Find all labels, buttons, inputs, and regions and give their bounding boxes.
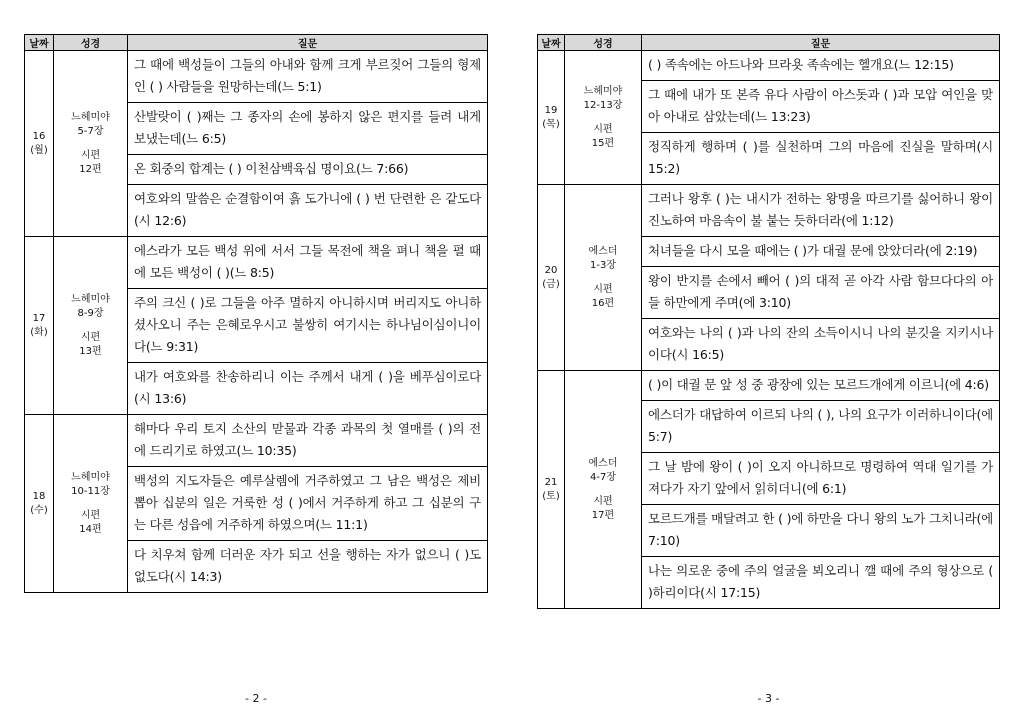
book-name: 느헤미야 (71, 111, 110, 123)
psalm-label: 시편 (80, 149, 101, 161)
psalm-label: 시편 (593, 283, 613, 295)
header-date: 날짜 (25, 35, 54, 51)
bible-cell (54, 237, 128, 415)
day-number: 19 (544, 104, 558, 116)
bible-cell (54, 51, 128, 237)
weekday: (화) (30, 326, 48, 338)
question-cell: 그 때에 백성들이 그들의 아내와 함께 크게 부르짖어 그들의 형제인 ( ) 사람들을 원망하는데(느 5:1) (128, 51, 488, 103)
table-row (25, 415, 488, 467)
date-cell (538, 371, 565, 609)
bible-cell (565, 185, 642, 371)
table-header-row (538, 35, 1000, 51)
chapters: 1-3장 (590, 259, 616, 271)
date-cell (25, 415, 54, 593)
quiz-table-page-2 (24, 34, 488, 593)
table-row (538, 51, 1000, 81)
question-cell: 정직하게 행하며 ( )를 실천하며 그의 마음에 진실을 말하며(시 15:2) (642, 133, 1000, 185)
bible-cell (565, 371, 642, 609)
psalm-label: 시편 (593, 123, 613, 135)
question-cell: 다 치우쳐 함께 더러운 자가 되고 선을 행하는 자가 없으니 ( )도 없도다(시 14:3) (128, 541, 488, 593)
bible-cell (565, 51, 642, 185)
table-row (25, 51, 488, 103)
day-number: 20 (544, 264, 558, 276)
question-cell: 그러나 왕후 ( )는 내시가 전하는 왕명을 따르기를 싫어하니 왕이 진노하여 마음속이 불 붙는 듯하더라(에 1:12) (642, 185, 1000, 237)
page-number: - 3 - (757, 692, 780, 705)
weekday: (토) (542, 490, 560, 502)
header-question: 질문 (642, 35, 1000, 51)
table-row (538, 185, 1000, 237)
psalm-label: 시편 (80, 331, 101, 343)
date-cell (538, 51, 565, 185)
question-cell: 모르드개를 매달려고 한 ( )에 하만을 다니 왕의 노가 그치니라(에 7:10) (642, 505, 1000, 557)
chapters: 5-7장 (77, 125, 104, 137)
question-cell: 백성의 지도자들은 예루살렘에 거주하였고 그 남은 백성은 제비 뽑아 십분의 일은 거룩한 성 ( )에서 거주하게 하고 그 십분의 구는 다른 성읍에 거주하게 하였으며(느 11:1) (128, 467, 488, 541)
page-number: - 2 - (245, 692, 267, 705)
weekday: (수) (30, 504, 48, 516)
day-number: 18 (32, 490, 46, 502)
chapters: 10-11장 (71, 485, 110, 497)
chapters: 12-13장 (583, 99, 623, 111)
date-cell (25, 51, 54, 237)
weekday: (목) (542, 118, 560, 130)
book-name: 느헤미야 (71, 471, 110, 483)
weekday: (금) (542, 278, 560, 290)
day-number: 16 (32, 130, 46, 142)
chapters: 4-7장 (590, 471, 616, 483)
header-date: 날짜 (538, 35, 565, 51)
question-cell: 산발랏이 ( )째는 그 종자의 손에 봉하지 않은 편지를 들려 내게 보냈는데(느 6:5) (128, 103, 488, 155)
day-number: 17 (32, 312, 46, 324)
weekday: (월) (30, 144, 48, 156)
book-name: 에스더 (588, 245, 618, 257)
bible-cell (54, 415, 128, 593)
page-3 (537, 34, 1000, 609)
date-cell (25, 237, 54, 415)
question-cell: 여호와의 말씀은 순결함이여 흙 도가니에 ( ) 번 단련한 은 같도다(시 12:6) (128, 185, 488, 237)
question-cell: ( )이 대궐 문 앞 성 중 광장에 있는 모르드개에게 이르니(에 4:6) (642, 371, 1000, 401)
table-row (25, 237, 488, 289)
psalm-number: 15편 (591, 137, 615, 149)
question-cell: 내가 여호와를 찬송하리니 이는 주께서 내게 ( )을 베푸심이로다(시 13:6) (128, 363, 488, 415)
day-number: 21 (544, 476, 558, 488)
quiz-table-page-3 (537, 34, 1000, 609)
question-cell: 에스라가 모든 백성 위에 서서 그들 목전에 책을 펴니 책을 펼 때에 모든 백성이 ( )(느 8:5) (128, 237, 488, 289)
psalm-label: 시편 (593, 495, 613, 507)
book-name: 느헤미야 (583, 85, 623, 97)
psalm-number: 16편 (591, 297, 615, 309)
question-cell: 그 때에 내가 또 본즉 유다 사람이 아스돗과 ( )과 모압 여인을 맞아 아내로 삼았는데(느 13:23) (642, 81, 1000, 133)
question-cell: 온 회중의 합계는 ( ) 이천삼백육십 명이요(느 7:66) (128, 155, 488, 185)
question-cell: 나는 의로운 중에 주의 얼굴을 뵈오리니 깰 때에 주의 형상으로 ( )하리이다(시 17:15) (642, 557, 1000, 609)
question-cell: 여호와는 나의 ( )과 나의 잔의 소득이시니 나의 분깃을 지키시나이다(시 16:5) (642, 319, 1000, 371)
table-header-row (25, 35, 488, 51)
psalm-number: 17편 (591, 509, 615, 521)
header-bible: 성경 (54, 35, 128, 51)
question-cell: 처녀들을 다시 모을 때에는 ( )가 대궐 문에 앉았더라(에 2:19) (642, 237, 1000, 267)
page-2 (24, 34, 488, 593)
psalm-number: 14편 (79, 523, 102, 535)
book-name: 느헤미야 (71, 293, 110, 305)
question-cell: 주의 크신 ( )로 그들을 아주 멸하지 아니하시며 버리지도 아니하셨사오니 주는 은혜로우시고 불쌍히 여기시는 하나님이심이니이다(느 9:31) (128, 289, 488, 363)
book-name: 에스더 (588, 457, 618, 469)
table-row (538, 371, 1000, 401)
psalm-label: 시편 (80, 509, 101, 521)
date-cell (538, 185, 565, 371)
psalm-number: 13편 (79, 345, 102, 357)
psalm-number: 12편 (79, 163, 102, 175)
header-bible: 성경 (565, 35, 642, 51)
header-question: 질문 (128, 35, 488, 51)
chapters: 8-9장 (77, 307, 104, 319)
question-cell: 에스더가 대답하여 이르되 나의 ( ), 나의 요구가 이러하니이다(에 5:7) (642, 401, 1000, 453)
question-cell: 해마다 우리 토지 소산의 맏물과 각종 과목의 첫 열매를 ( )의 전에 드리기로 하였고(느 10:35) (128, 415, 488, 467)
question-cell: ( ) 족속에는 아드나와 므라욧 족속에는 헬개요(느 12:15) (642, 51, 1000, 81)
question-cell: 그 날 밤에 왕이 ( )이 오지 아니하므로 명령하여 역대 일기를 가져다가 자기 앞에서 읽히더니(에 6:1) (642, 453, 1000, 505)
question-cell: 왕이 반지를 손에서 빼어 ( )의 대적 곧 아각 사람 함므다다의 아들 하만에게 주며(에 3:10) (642, 267, 1000, 319)
